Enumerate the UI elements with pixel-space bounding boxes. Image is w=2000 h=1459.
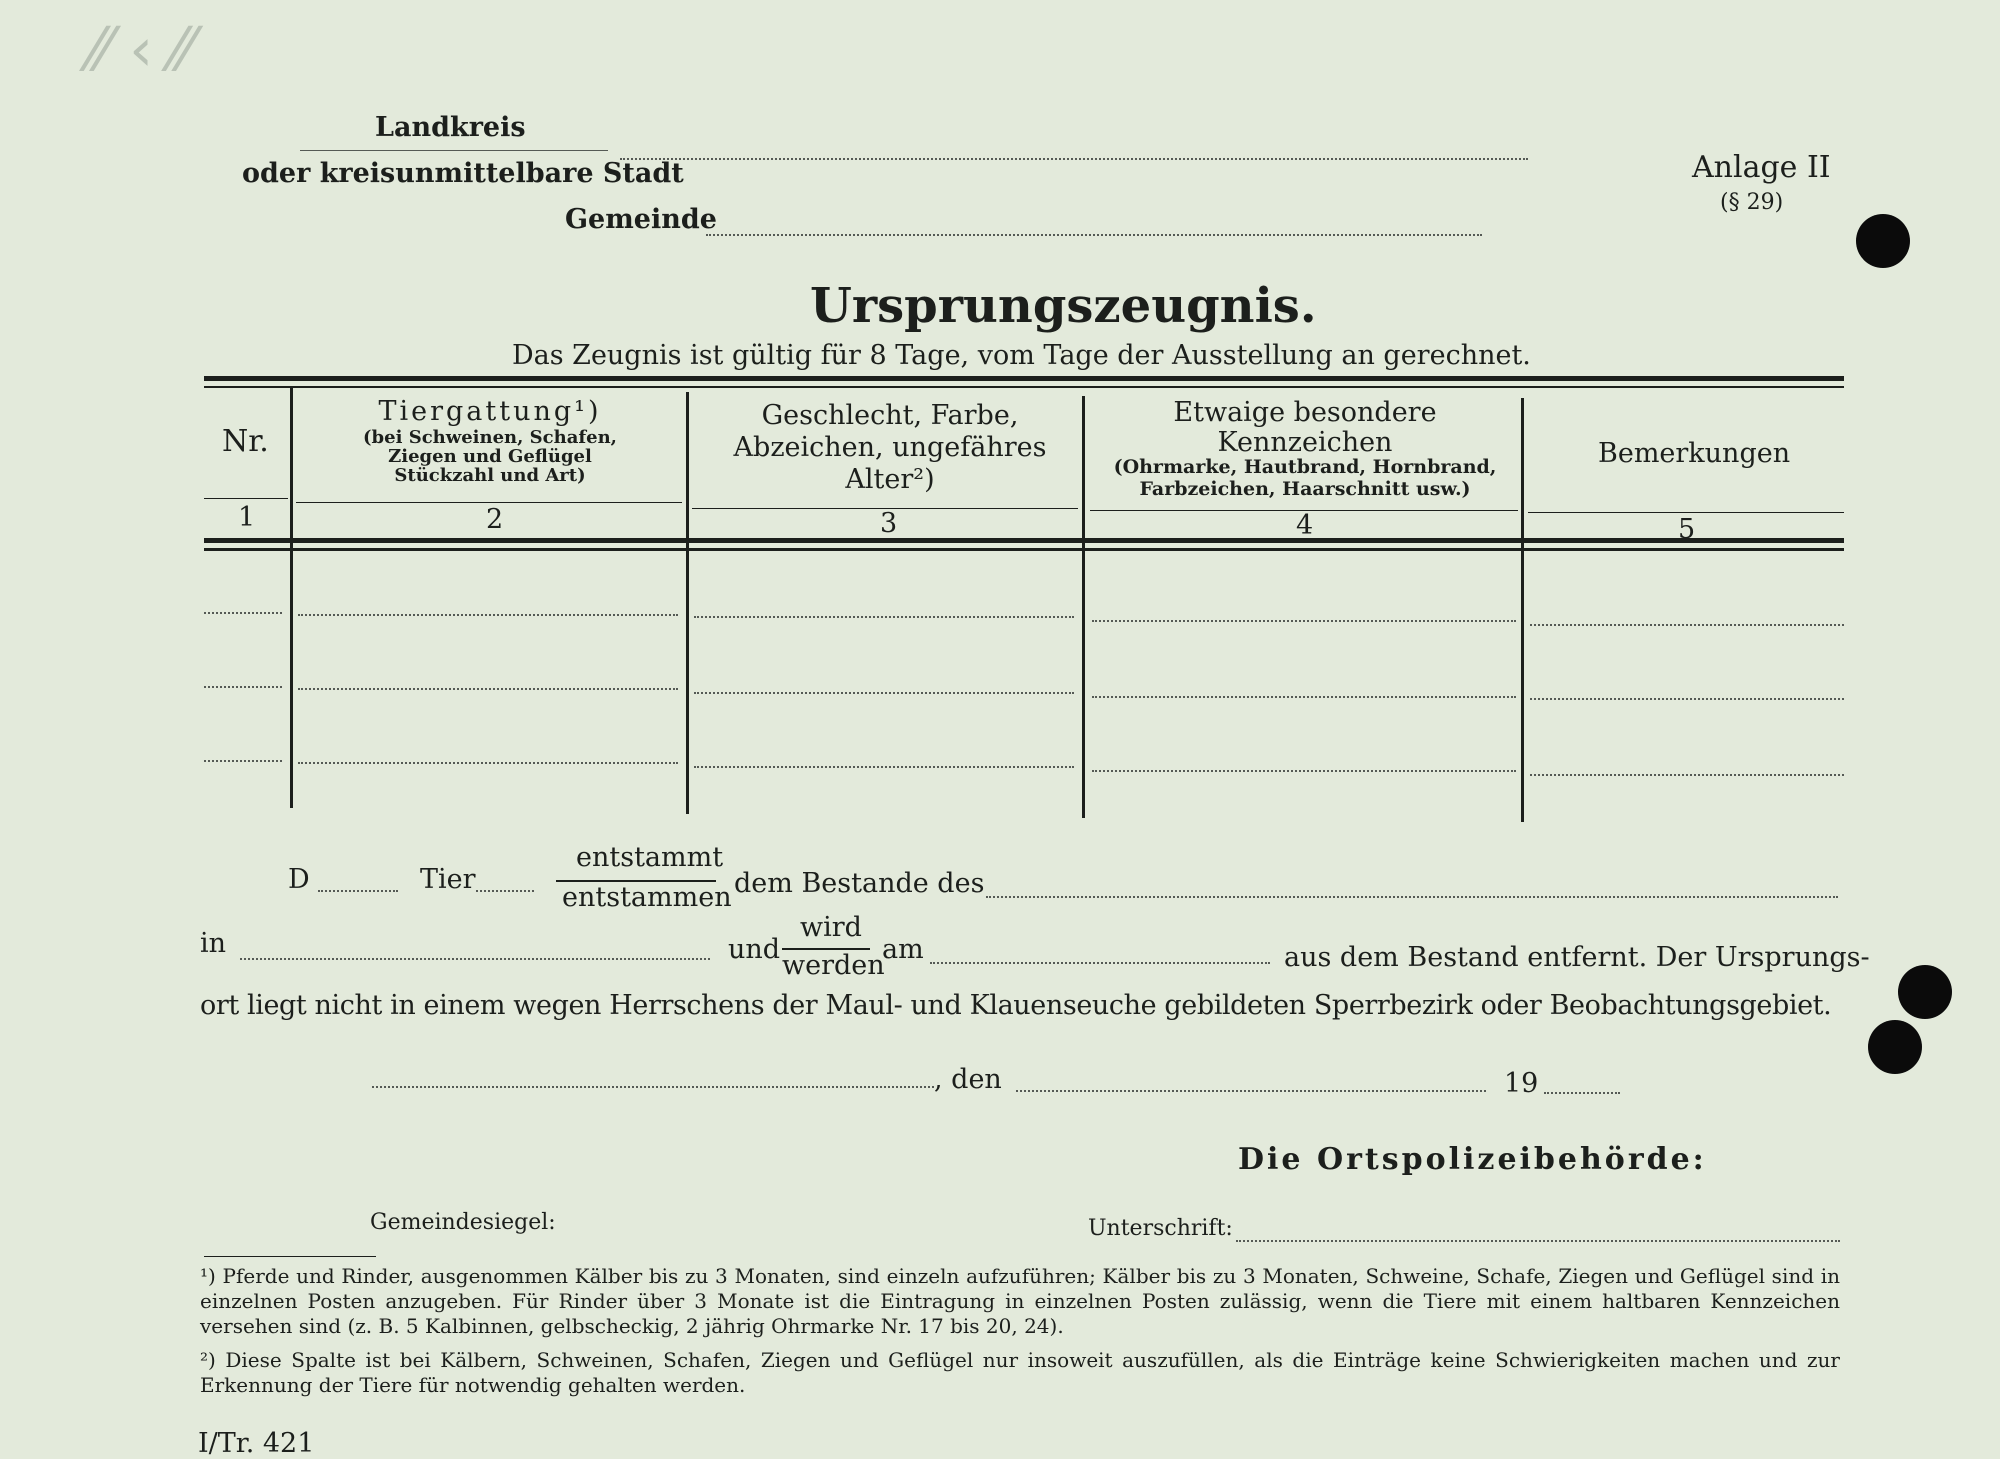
year-field[interactable]	[1544, 1092, 1620, 1094]
signature-field[interactable]	[1236, 1240, 1840, 1242]
validity-note: Das Zeugnis ist gültig für 8 Tage, vom Tage der Ausstellung an gerechnet.	[512, 340, 1531, 371]
col-divider-1	[290, 388, 293, 808]
und-label: und	[728, 934, 781, 965]
number-row-rule-5	[1528, 512, 1844, 513]
col4-heading: Etwaige besondere Kennzeichen	[1173, 397, 1437, 458]
number-row-rule-2	[296, 502, 682, 503]
col-divider-3	[1082, 396, 1085, 818]
tier-label: Tier	[420, 864, 476, 895]
article-field[interactable]	[318, 890, 398, 892]
tier-suffix-field[interactable]	[476, 890, 534, 892]
col2-number: 2	[486, 504, 504, 535]
col5-number: 5	[1678, 514, 1696, 545]
col3-number: 3	[880, 508, 898, 539]
gemeinde-label: Gemeinde	[565, 204, 717, 235]
col4-subheading: (Ohrmarke, Hautbrand, Hornbrand, Farbzeichen, Haarschnitt usw.)	[1113, 456, 1497, 500]
landkreis-field-line[interactable]	[300, 150, 608, 151]
removal-date-field[interactable]	[930, 962, 1270, 964]
signature-label: Unterschrift:	[1088, 1216, 1233, 1241]
number-row-rule-1	[204, 498, 288, 499]
bleed-through-mark: ⁄⁄ ‹ ⁄⁄	[90, 15, 193, 85]
col1-heading: Nr.	[222, 424, 269, 459]
anlage-label: Anlage II	[1692, 150, 1831, 185]
col1-number: 1	[238, 502, 256, 533]
form-number: I/Tr. 421	[198, 1428, 315, 1459]
place-field[interactable]	[372, 1086, 934, 1088]
den-label: , den	[934, 1064, 1002, 1095]
footnote-2: ²) Diese Spalte ist bei Kälbern, Schweinen, Schafen, Ziegen und Geflügel nur insoweit auszufüllen, als die Einträge keine Schwierigkeiten machen und zur Erkennung der Tiere für notwendig gehalten werden.	[200, 1348, 1840, 1397]
entfernt-text: aus dem Bestand entfernt. Der Ursprungs-	[1284, 942, 1870, 973]
wird-option: wird	[800, 912, 862, 943]
col-divider-2	[686, 392, 689, 814]
gemeinde-field-line[interactable]	[706, 234, 1482, 236]
origin-place-field[interactable]	[240, 958, 710, 960]
col4-number: 4	[1296, 510, 1314, 541]
entstammt-option: entstammt	[576, 842, 724, 873]
table-top-rule-thin	[204, 386, 1844, 388]
punch-hole-top	[1856, 214, 1910, 268]
seal-label: Gemeindesiegel:	[370, 1210, 556, 1235]
entstammen-option: entstammen	[562, 882, 732, 913]
in-label: in	[200, 928, 227, 959]
d-prefix: D	[288, 864, 310, 895]
authority-title: Die Ortspolizeibehörde:	[1238, 1142, 1707, 1177]
col3-heading: Geschlecht, Farbe, Abzeichen, ungefähres Alter²)	[733, 400, 1047, 495]
bestand-owner-field[interactable]	[986, 896, 1838, 898]
kreisstadt-label: oder kreisunmittelbare Stadt	[242, 158, 684, 189]
year-prefix: 19	[1504, 1068, 1539, 1099]
col2-heading: Tiergattung¹)	[378, 396, 602, 427]
footnote-1: ¹) Pferde und Rinder, ausgenommen Kälber bis zu 3 Monaten, sind einzeln aufzuführen; Kälber bis zu 3 Monaten, Schweine, Schafe, Ziegen und Geflügel sind in einzelnen Posten anzugeben. Für Rinder über 3 Monate ist die Eintragung in einzelnen Posten zulässig, wenn die Tiere mit einem haltbaren Kennzeichen versehen sind (z. B. 5 Kalbinnen, gelbscheckig, 2 jährig Ohrmarke Nr. 17 bis 20, 24).	[200, 1264, 1840, 1338]
punch-hole-low	[1868, 1020, 1922, 1074]
footnote-separator	[204, 1256, 376, 1257]
punch-hole-mid	[1898, 965, 1952, 1019]
col-divider-4	[1521, 398, 1524, 822]
date-field[interactable]	[1016, 1090, 1486, 1092]
paragraph-ref: (§ 29)	[1720, 190, 1784, 215]
col2-subheading: (bei Schweinen, Schafen, Ziegen und Geflügel Stückzahl und Art)	[363, 427, 617, 486]
kreis-field-line[interactable]	[620, 158, 1528, 160]
col5-heading: Bemerkungen	[1598, 438, 1791, 469]
am-label: am	[882, 934, 924, 965]
dem-bestande-label: dem Bestande des	[734, 868, 985, 899]
document-title: Ursprungszeugnis.	[810, 278, 1317, 334]
landkreis-label: Landkreis	[375, 112, 526, 143]
table-header-bottom-rule-2	[204, 548, 1844, 551]
werden-option: werden	[782, 950, 885, 981]
table-header-bottom-rule	[204, 538, 1844, 543]
statement-line-3: ort liegt nicht in einem wegen Herrschens der Maul- und Klauenseuche gebildeten Sperrbezirk oder Beobachtungsgebiet.	[200, 990, 1832, 1021]
table-top-rule	[204, 376, 1844, 381]
